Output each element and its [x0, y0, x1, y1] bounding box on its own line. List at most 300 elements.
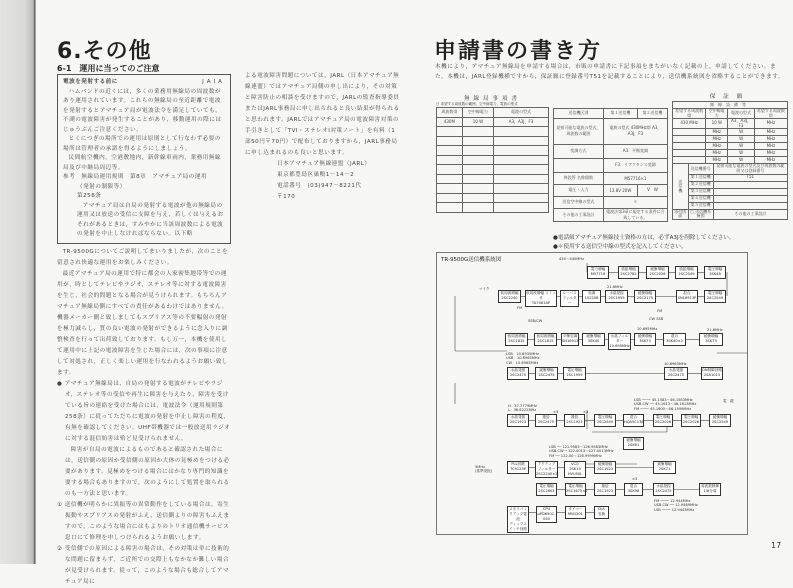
block-function: 水晶フィルター: [610, 334, 629, 343]
numbered-text-2: 受信側での原因による障害の場合は，その対策は単に技術的な問題に留まらず，ご近所での交際上もなかなか難しい場合が見受けられます。従って，このような場合も総合してアマチュア局に: [64, 545, 230, 585]
block-function: 混合: [629, 415, 638, 419]
diagram-label: LSB ──── 45.1583～46.1583MHz USB.CW ── 45.1613～46.1613MHz FM ──── 45.1600～46.1599MHz: [634, 398, 697, 411]
block-part: 2SC1815: [508, 339, 525, 343]
form3-cell: MHz: [754, 136, 787, 143]
block-function: 逓倍: [601, 484, 609, 488]
application-intro: 本機により，アマチュア無線局を申請する場合は，市販の申請書に下記事項をまちがいなく記載の上，申請してください。また，本機は，JARL登録機種ですから，保証願に登録番号T51を記載することにより，送信機系統図を省略することができます。: [435, 64, 784, 80]
form3-cell: 10 W: [706, 119, 728, 129]
block-function: 混合: [683, 291, 691, 295]
form3-side: 送 信 機: [673, 164, 689, 209]
diagram-block: [681, 414, 701, 427]
form1-cell: [462, 193, 493, 203]
diagram-block: [582, 290, 601, 303]
diagram-block: [699, 333, 723, 346]
form3-cell: MHz: [706, 150, 728, 157]
form3-cell: 430 MHz: [673, 119, 706, 129]
jarl-address-line: 〒170: [277, 194, 296, 200]
diagram-label: LSB ── 121.9583～126.9583MHz USB.CW ─ 122.0013～127.0013MHz FM ── 122.00～126.9999MHz: [549, 445, 614, 458]
form3-title: 保証願: [709, 94, 751, 100]
block-part: TA7061AP: [531, 301, 551, 305]
form3-cell: MHz: [754, 143, 787, 150]
diagram-block: [561, 333, 579, 346]
form2-cell: A3：平衡変調: [603, 144, 667, 158]
diagram-block: [704, 266, 726, 279]
diagram-block: [664, 367, 688, 380]
diagram-label: 21.6MHz: [707, 328, 723, 332]
diagram-block: [498, 290, 521, 303]
form3-cell: MHz: [754, 150, 787, 157]
caution-org: JAIA: [202, 79, 225, 85]
diagram-block: [535, 367, 558, 380]
form3-cell: 第４送信機: [688, 195, 713, 202]
block-part: 1/8分周: [703, 489, 717, 493]
block-part: 3SK40×2: [666, 339, 683, 343]
block-function: CPU: [542, 507, 551, 511]
form3-cell: MHz: [754, 157, 787, 164]
block-part: 2SC2026: [682, 420, 700, 424]
block-function: 低周波増幅: [507, 334, 526, 338]
block-function: 緩衝増幅: [637, 291, 653, 295]
diagram-label: FM: [517, 306, 523, 310]
block-part: 2SC1959: [608, 296, 625, 300]
diagram-block: [507, 461, 529, 474]
block-part: 2SA1015: [703, 373, 721, 377]
diagram-block: [564, 414, 585, 427]
form2-cell: ＊: [603, 196, 667, 208]
left-column: [57, 74, 231, 588]
block-part: 2SC2475: [538, 373, 555, 377]
form3-cell: 添付図面: [674, 208, 687, 219]
form1-cell: 10 W: [462, 117, 493, 127]
block-part: 10.695MHz: [609, 344, 630, 348]
form1-cell: [462, 136, 493, 146]
block-part: 2SC2026: [654, 420, 672, 424]
block-function: PLL回路: [511, 462, 525, 466]
form1-cell: [494, 184, 549, 194]
form1-cell: [494, 193, 549, 203]
diagram-block: [653, 414, 673, 427]
form2-cell: 電波の型式 430MHz帯 A3，A3J，F3: [603, 118, 667, 144]
form3-col: 空中線電力: [706, 109, 728, 119]
block-function: 周波数制御: [701, 484, 719, 488]
diagram-block: [605, 290, 628, 303]
block-part: SN16913: [562, 339, 579, 343]
form1-cell: [462, 127, 493, 137]
block-function: 電圧増幅: [567, 368, 582, 372]
caution-p3: 民間航空機内，空港敷地内，新幹線車両内，業務用無線局及び中継局周辺等。: [63, 155, 221, 171]
block-part: 2SC2549: [678, 272, 695, 276]
form1-cell: [462, 155, 493, 165]
block-function: 低周波増幅: [536, 334, 555, 338]
form1-cell: [437, 146, 463, 156]
diagram-block: [525, 290, 557, 307]
diagram-block: [653, 461, 676, 474]
form3-cell: A3，A3J，F3: [728, 119, 755, 129]
form1-cell: [494, 136, 549, 146]
diagram-block: [608, 333, 631, 350]
block-part: 3SK40: [587, 339, 600, 343]
form1-cell: [494, 165, 549, 175]
form1-col: 空中線電力: [462, 108, 493, 118]
numbered-text-1: 送信機が明らかに異振等の異常動作をしている場合は，寄生振動やスプリアスの発射がふえ，送信側よりの障害もふえますので，このような場合にはもよりのトリオ通信機サービス窓口にて修理を申しつけられるようお願いします。: [64, 501, 230, 541]
form2-cell: 送信空中線の型式: [554, 196, 604, 208]
caution-ref3: 第258条: [77, 193, 102, 199]
form1-cell: [437, 127, 463, 137]
form3-head: 無線設備等: [673, 102, 788, 109]
block-function: 平衡変調: [562, 334, 578, 338]
form3-cell: W: [728, 157, 755, 164]
diagram-block: [634, 290, 656, 303]
diagram-block: [505, 333, 528, 346]
block-function: 緩衝増幅: [650, 267, 665, 271]
block-function: ローパス フィルター: [562, 291, 577, 305]
form3-cell: その他の工事設計: [713, 209, 787, 219]
diagram-block: [623, 437, 644, 450]
left-numbered-1: ① 送信機が明らかに異振等の異常動作をしている場合は，寄生振動やスプリアスの発射がふえ，送信側よりの障害もふえますので，このような場合にはもよりのトリオ通信機サービス窓口にて修理を申しつけられるようお願いします。: [57, 501, 230, 541]
block-part: 2SK61: [627, 443, 640, 447]
block-part: 3SK98: [627, 489, 640, 493]
form2-cell: 電圧・入力: [554, 184, 604, 196]
diagram-label: 430～440MHz: [559, 257, 585, 261]
diagram-block: [704, 290, 726, 303]
block-function: 逓倍: [542, 415, 550, 419]
block-part: 2SC2175: [636, 296, 654, 300]
block-part: 2SC1959: [566, 373, 583, 377]
block-function: 励振増幅: [679, 267, 694, 271]
form3-cell: 第１送信機: [688, 174, 713, 181]
block-part: MN1201: [568, 512, 583, 516]
block-function: 電圧増幅: [539, 484, 554, 488]
block-part: 3SK48: [709, 272, 721, 276]
form1-cell: [437, 174, 463, 184]
jarl-address-line: 日本アマチュア無線連盟（JARL）: [277, 161, 371, 167]
diagram-block: [534, 333, 557, 346]
form2-col: 送信機区別: [554, 109, 604, 119]
form1-cell: [494, 203, 549, 213]
diagram-block: [560, 290, 579, 307]
diagram-block: [663, 333, 686, 346]
form2-col: 第１送信機: [603, 109, 637, 119]
left-numbered-2: ② 受信側での原因による障害の場合は，その対策は単に技術的な問題に留まらず，ご近所での交際上もなかなか難しい場合が見受けられます。従って，このような場合も総合してアマチュア局に: [57, 545, 230, 585]
diagram-block: [699, 483, 721, 496]
diagram-block: [507, 414, 529, 427]
form3-cell: □ 送信機系統図: [690, 208, 712, 219]
form1-col: 電波の型式: [494, 108, 549, 118]
caution-p1: ハムバンドの近くには，多くの業務用無線局の周波数があり運用されています。これらの無線局の至近距離で電波を発射するとアマチュア局が電波法令を満足していても，不測の電波障害が発生することがあり，移動運用の際にはじゅうぶんご注意ください。: [63, 88, 222, 133]
form1-cell: [462, 146, 493, 156]
form3-cell: [673, 150, 706, 157]
caution-ref2: （発射の制限等）: [77, 183, 126, 190]
block-function: 水晶発振: [668, 368, 684, 372]
form1-col: 周波数帯: [437, 108, 463, 118]
form2-cell: M57716×1: [603, 172, 667, 184]
block-function: 水晶発振: [656, 484, 671, 488]
block-function: VCO: [571, 462, 579, 466]
block-part: 2SC2475: [655, 489, 672, 493]
page-number: 17: [771, 541, 782, 550]
block-part: 1S2208: [584, 296, 599, 300]
diagram-label: ×3: [583, 410, 589, 414]
form1-cell: [494, 127, 549, 137]
page-binding: [0, 0, 36, 564]
page-title-left: 6.その他: [57, 39, 152, 64]
form1-title: 無線局事項書: [463, 96, 521, 102]
block-function: 低周波増幅: [500, 291, 519, 295]
diagram-label: 10.695MHz: [637, 327, 658, 331]
diagram-label: FM ──── 12.944MHz USB.CW ── 12.9469MHz LSB ──── 12.9443MHz: [654, 499, 698, 512]
block-part: 2SK71: [658, 467, 671, 471]
block-function: 混合: [670, 334, 679, 338]
diagram-block: [594, 506, 609, 519]
form3-cell: 第５送信機: [688, 202, 713, 209]
block-part: 2SC2475: [667, 373, 685, 377]
diagram-block: [646, 266, 669, 279]
form3-cell: [673, 129, 706, 136]
block-function: 混合: [629, 484, 638, 488]
form3-cell: W: [728, 150, 755, 157]
block-function: ON制御回路: [702, 368, 722, 372]
block-function: メモリバックアップ電池: [509, 507, 527, 521]
block-function: 電力増幅: [590, 267, 606, 271]
diagram-block: [675, 266, 698, 279]
block-function: 低周波増幅 リミッタ: [526, 291, 556, 300]
block-part: HQA5C13B: [624, 420, 644, 424]
block-function: 励振増幅: [621, 267, 636, 271]
form-notes: [553, 234, 735, 252]
form3-cell: W: [728, 129, 755, 136]
block-part: 2SC2475: [537, 420, 555, 424]
form2-cell: V W: [637, 184, 667, 196]
form2-cell: 電波法第3章に規定する条件に合致している。: [603, 208, 667, 221]
block-function: 電圧増幅: [707, 291, 723, 295]
block-function: 電圧増幅: [683, 415, 699, 419]
left-bullet-1: ● アマチュア無線局は，自局の発射する電波がテレビやラジオ，ステレオ等の受信や再生に障害を与えたり，障害を受けている旨の連絡を受けた場合には，電波法令（運用規則第258条）に従ってただちに電波の発射を中止し障害の程度，有無を確認してください。UHF帯機器では一般放送用ラジオに対する混信妨害は殆ど見受けられません。: [57, 380, 231, 442]
block-function: 水晶発振: [609, 291, 624, 295]
form3-cell: 第２送信機: [688, 181, 713, 188]
form3-cell: [673, 136, 706, 143]
diagram-block: [536, 506, 557, 523]
form3-cell: 第３送信機: [688, 188, 713, 195]
block-function: 水晶発振: [510, 415, 526, 419]
form2-cell: 終段管 名称個数: [554, 172, 604, 184]
diagram-block: [653, 483, 674, 496]
form1-cell: [437, 165, 463, 175]
diagram-block: [565, 506, 586, 519]
form2-cell: F3：リアクタンス変調: [603, 158, 667, 172]
left-paragraph-2: 最近アマチュア局の運用で特に都会の人家密集地帯等での運用が，時としてテレビやラジオ，ステレオ等に対する電波障害を生じ，社会的問題となる場合が見うけられます。もちろんアマチュア無線局側にすべての責任があるわけではありません。機器メーカー側と致しましてもスプリアス等の不要輻射の発射を極力減らし，質の良い電波の発射ができるように念入りに調整検査を行って出荷致しております。もし万一，本機を使用して運用中に上記の電波障害を生じた場合には，次の事項に注意して対処され，正しく楽しい運用を行なわれるようお願い致します。: [57, 270, 228, 376]
diagram-label: マイク: [479, 287, 490, 291]
diagram-label: ×3: [553, 410, 559, 414]
form3-col: 希望する周波数帯: [673, 109, 706, 119]
diagram-block: [594, 483, 616, 496]
form1-cell: A3，A3J，F3: [494, 117, 549, 127]
bullet-text: アマチュア無線局は，自局の発射する電波がテレビやラジオ，ステレオ等の受信や再生に障害を与えたり，障害を受けている旨の連絡を受けた場合には，電波法令（運用規則第258条）に従ってただちに電波の発射を中止し障害の程度，有無を確認してください。UHF帯機器では一般放送用ラジオに対する混信妨害は殆ど見受けられません。: [64, 380, 231, 442]
diagram-label: SSB/CW: [528, 319, 543, 323]
form2-cell: [554, 158, 604, 172]
block-part: TC9125P: [510, 467, 526, 471]
form2-cell: 13.8V 20W: [603, 184, 637, 196]
block-part: M57716: [590, 272, 606, 276]
diagram-block: [623, 414, 644, 427]
form2-cell: その他の工事設計: [554, 208, 604, 221]
diagram-block: [594, 461, 616, 474]
form2-cell: 変調方式: [554, 144, 604, 158]
block-part: 3SK73: [705, 339, 717, 343]
block-function: 緩衝増幅: [586, 334, 601, 338]
diagram-label: H：37.7779MHz L：36.6222MHz: [508, 404, 537, 413]
diagram-label: LSB：10.6935MHz USB：10.6965MHz CW：10.6965MHz: [506, 352, 540, 365]
form3-col: 電波の型式: [728, 109, 755, 119]
diagram-label: 10.6965MHz: [664, 362, 687, 366]
block-part: 2SC1815: [537, 339, 554, 343]
diagram-block: [535, 461, 558, 478]
diagram-block: [563, 367, 586, 380]
form3-cell: MHz: [754, 129, 787, 136]
diagram-label: 電 鍵: [723, 399, 734, 403]
block-part: 2SC2782: [620, 272, 637, 276]
block-part: 2SC2549: [711, 420, 729, 424]
diagram-block: [676, 290, 698, 303]
block-part: 2SC2240×2: [536, 472, 558, 476]
diagram-block: [701, 367, 723, 380]
diagram-block: [507, 506, 529, 533]
form1-cell: [462, 165, 493, 175]
form2-col: 第２送信機: [637, 109, 667, 119]
block-function: 緩衝増幅: [712, 415, 728, 419]
block-part: ディップスイッチ回路: [509, 522, 527, 531]
form3-cell: 発射可能な電波の型式及び周波数の範囲又は登録番号: [713, 164, 787, 174]
diagram-block: [634, 333, 656, 346]
form3-cell: [673, 143, 706, 150]
form1-cell: [437, 136, 463, 146]
block-part: 2SC1923: [509, 420, 527, 424]
form3-cell: W: [728, 136, 755, 143]
diagram-block: [618, 266, 639, 279]
form3-cell: MHz: [754, 119, 787, 129]
form3-col: 希望する周波数帯: [754, 109, 787, 119]
block-part: 2SK19 HVU50L: [567, 467, 583, 476]
block-part: 2SC2026: [649, 272, 666, 276]
block-function: 緩衝増幅: [626, 438, 641, 442]
diagram-block: [535, 414, 557, 427]
form-transmitter: [553, 108, 668, 222]
form1-cell: [437, 155, 463, 165]
form1-cell: [494, 155, 549, 165]
diagram-block: [507, 367, 529, 380]
diagram-block: [582, 333, 605, 346]
diagram-label: FM: [657, 309, 663, 313]
form1-cell: [462, 203, 493, 213]
form-station-items: [436, 94, 549, 213]
block-function: タイマー: [568, 507, 583, 511]
note: ●電話級アマチュア無線技士資格の方は，必ずA3Jを削除してください。: [553, 235, 735, 241]
caution-heading: 電波を発射する前に: [63, 79, 118, 85]
block-function: アクティブ フィルター: [537, 462, 556, 471]
block-function: 緩衝増幅: [597, 462, 613, 466]
block-function: 緩衝増幅: [637, 334, 653, 338]
diagram-label: CW SSB: [649, 317, 664, 321]
diagram-label: 21.6MHz: [607, 285, 623, 289]
block-part: 2SC1923: [566, 420, 583, 424]
block-function: 電圧増幅: [655, 415, 671, 419]
block-function: 逓倍: [570, 415, 579, 419]
form3-cell: MHz: [706, 143, 728, 150]
diagram-label: ×3: [632, 477, 638, 481]
section-heading: 6-1 運用に当ってのご注意: [57, 64, 160, 73]
form1-cell: [437, 184, 463, 194]
form3-cell: MHz: [706, 129, 728, 136]
diagram-block: [624, 483, 643, 496]
transmitter-block-diagram: [436, 252, 748, 535]
diagram-title: TR-9500G送信機系統図: [441, 257, 502, 263]
diagram-block: [594, 414, 616, 427]
caution-ref: 参考 無線局運用規則 第8章 アマチュア局の運用: [63, 174, 208, 180]
form1-subtitle: 日 希望する周波数の範囲，空中線電力，電波の型式: [436, 102, 518, 106]
block-part: 2SC2603: [538, 489, 555, 493]
form1-cell: [462, 184, 493, 194]
form1-cell: [437, 203, 463, 213]
diagram-block: [587, 266, 609, 279]
block-part: 2SC1923: [596, 489, 614, 493]
caution-ref4: アマチュア局は自局の発射する電波が他の無線局の運用又は放送の受信に支障を与え，若しくは与えるおそれがあるときは，すみやかに当該周波数による電波の発射を中止しなければならない。以下略: [77, 202, 224, 237]
block-function: 変調: [587, 291, 596, 295]
page-title-right: 申請書の書き方: [434, 39, 603, 64]
caution-p2: とくにつぎの場所での運用は原則として行なわず必要の場所は管理者の承諾を得るようにしましょう。: [63, 136, 221, 152]
block-function: 電圧増幅: [568, 484, 583, 488]
form1-cell: [494, 174, 549, 184]
block-function: 電圧増幅: [707, 267, 723, 271]
jarl-address-line: 電話番号 (03)947－8221代: [277, 183, 362, 189]
block-function: 電圧増幅: [597, 415, 613, 419]
block-part: 2SC1923: [596, 467, 614, 471]
jarl-paragraph: よる電波障害問題については，JARL（日本アマチュア無線連盟）ではアマチュア局側の申し出により，その対策と障害防止の相談を受けますので，JARLの監査指導委員またはJARL事務局に申し出られると良い結果が得られると思われます。JARLではアマチュア局の電波障害対策の手引きとして「TVI・ステレオI対策ノート」を有料（1部50円〒70円）で配布しておりますから，JARL事務局に申し込まれるのも良いと思います。: [245, 73, 400, 156]
block-part: SN16913P: [677, 296, 697, 300]
left-paragraph-1: TR-9500Gについてご説明してまいりましたが，次のことを留意され快適な運用をお楽しみください。: [57, 248, 229, 266]
block-function: 緩衝増幅: [657, 462, 672, 466]
block-part: 2SC2475: [509, 373, 527, 377]
diagram-label: 5MHz (基準発振): [475, 465, 493, 474]
block-part: 2SC2549: [596, 420, 614, 424]
form3-cell: MHz: [706, 157, 728, 164]
block-part: 3SK73: [639, 339, 651, 343]
form3-cell: MHz: [706, 136, 728, 143]
block-function: 水晶発振: [510, 368, 526, 372]
block-part: 変換: [597, 512, 606, 516]
diagram-block: [709, 414, 731, 427]
caution-box: [57, 74, 231, 244]
diagram-block: [565, 483, 586, 496]
form3-cell: T51: [713, 174, 787, 181]
form-warranty: [672, 94, 788, 220]
note: ●＊使用する送信空中線の型式を記入してください。: [553, 244, 687, 250]
block-function: D/A: [598, 507, 605, 511]
form2-cell: 発射可能な電波の型式，周波数の範囲: [554, 118, 604, 144]
block-part: 2SC2549: [706, 296, 724, 300]
diagram-block: [536, 483, 557, 496]
diagram-block: [564, 461, 586, 478]
form3-cell: W: [728, 143, 755, 150]
block-part: 2SC1675×2: [566, 489, 588, 493]
form3-cell: 送信機番号: [688, 164, 713, 174]
form1-cell: [437, 193, 463, 203]
form1-cell: [462, 174, 493, 184]
jarl-address-line: 東京都豊島区巣鴨1－14－2: [277, 172, 355, 178]
block-part: μPD650C-050: [537, 512, 556, 521]
block-function: 緩衝増幅: [539, 368, 554, 372]
form1-cell: 430M: [437, 117, 463, 127]
form1-cell: [494, 146, 549, 156]
block-function: 緩衝増幅: [703, 334, 719, 338]
